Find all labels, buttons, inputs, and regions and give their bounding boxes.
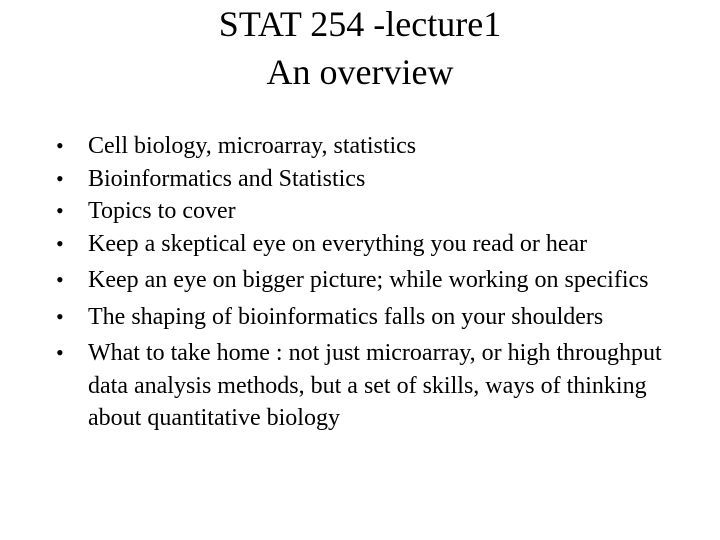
bullet-text: Topics to cover [88,198,236,224]
bullet-item [56,130,696,163]
bullet-icon: • [56,198,64,223]
bullet-text: Keep a skeptical eye on everything you read or hear [88,230,588,257]
bullet-icon: • [56,230,64,256]
bullet-item [56,228,696,261]
bullet-item [56,264,696,297]
bullet-icon: • [56,340,64,365]
bullet-item [56,163,696,196]
bullet-list [56,130,696,435]
bullet-text: The shaping of bioinformatics falls on your shoulders [88,303,604,330]
bullet-icon: • [56,133,64,158]
bullet-icon: • [56,165,64,191]
bullet-item [56,301,696,334]
bullet-item [56,337,696,435]
title-line-1: STAT 254 -lecture1 [218,4,502,44]
title-line-2: An overview [266,52,454,92]
bullet-text: Keep an eye on bigger picture; while working on specifics [88,267,649,293]
bullet-text: Cell biology, microarray, statistics [88,133,417,159]
bullet-text: What to take home : not just microarray, or high throughput data analysis methods, but a set of skills, ways of thinking about quantitative biology [88,340,662,431]
bullet-item [56,195,696,228]
bullet-icon: • [56,267,64,292]
slide-title [0,0,720,96]
bullet-icon: • [56,303,64,329]
bullet-text: Bioinformatics and Statistics [88,165,366,192]
